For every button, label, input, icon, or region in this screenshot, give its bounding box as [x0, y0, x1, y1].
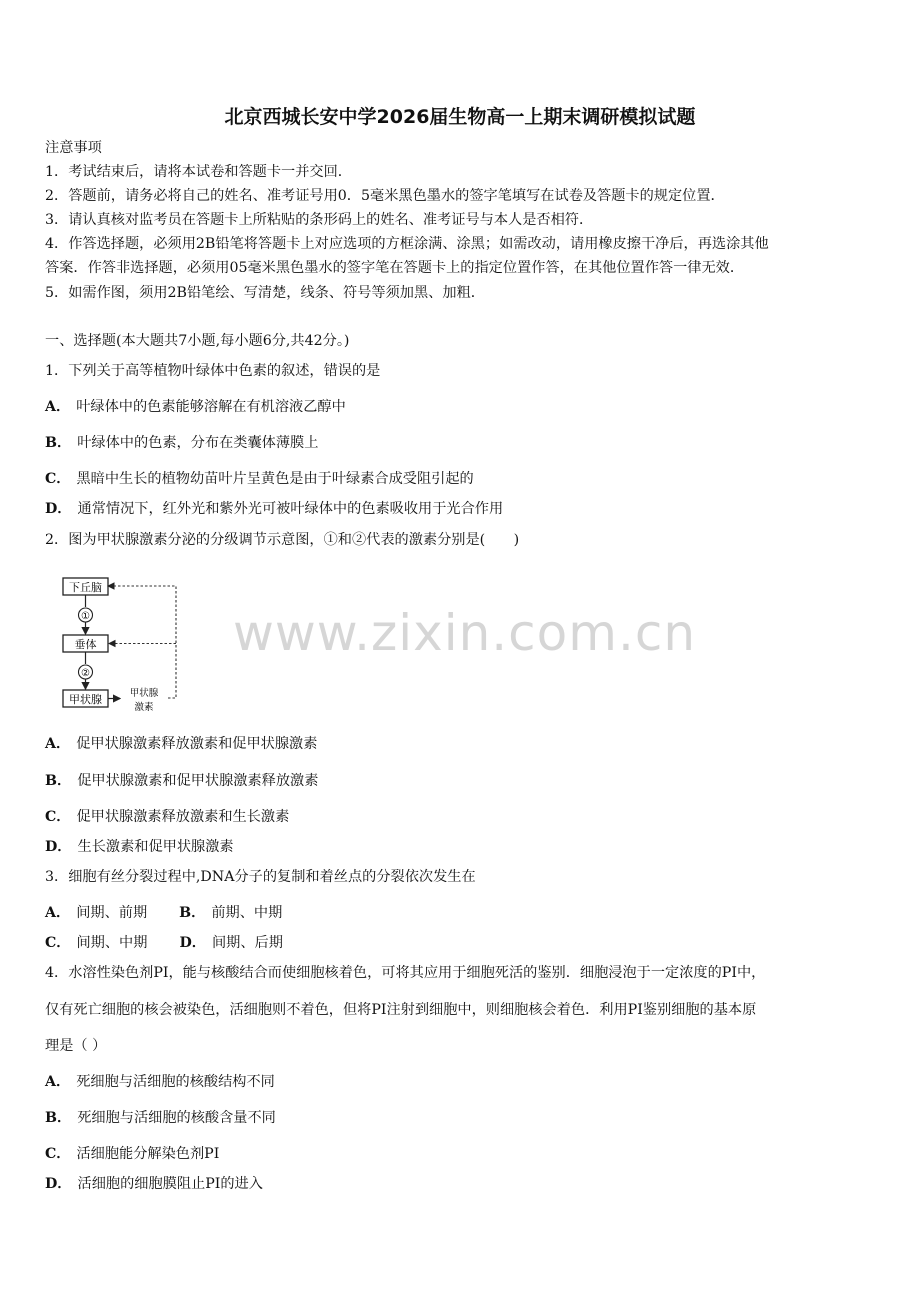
q4-option-a: [45, 1072, 275, 1092]
option-label: A．: [45, 399, 71, 415]
thyroid-label: 甲状腺: [69, 693, 102, 706]
q4-option-b: [45, 1108, 276, 1128]
q2-option-d: [45, 837, 234, 857]
watermark: www.zixin.com.cn: [233, 604, 697, 662]
q1-option-a: [45, 397, 346, 417]
option-text: 前期、中期: [211, 905, 283, 921]
option-label: A．: [45, 905, 71, 921]
notice-item: 1．考试结束后，请将本试卷和答题卡一并交回．: [45, 164, 352, 180]
q4-stem: 4．水溶性染色剂PI，能与核酸结合而使细胞核着色，可将其应用于细胞死活的鉴别．细胞浸泡于一定浓度的PI中，: [45, 965, 766, 981]
option-text: 叶绿体中的色素，分布在类囊体薄膜上: [77, 435, 319, 451]
option-label: B．: [45, 773, 72, 789]
thyroid-hormone-label: 甲状腺: [129, 688, 159, 699]
hormone-1-label: ①: [81, 611, 90, 622]
q1-option-d: [45, 499, 503, 519]
option-text: 生长激素和促甲状腺激素: [77, 839, 234, 855]
option-text: 间期、中期: [76, 935, 148, 951]
q3-options-row-2: [45, 933, 283, 953]
option-label: D．: [179, 935, 206, 951]
option-label: B．: [179, 905, 206, 921]
q4-option-c: [45, 1144, 219, 1164]
q1-option-c: [45, 469, 474, 489]
option-text: 黑暗中生长的植物幼苗叶片呈黄色是由于叶绿素合成受阻引起的: [76, 471, 474, 487]
thyroid-regulation-diagram: [58, 570, 194, 720]
notice-heading: 注意事项: [45, 140, 102, 156]
hormone-2-label: ②: [81, 668, 90, 679]
option-label: C．: [45, 935, 71, 951]
option-label: D．: [45, 1176, 72, 1192]
option-label: C．: [45, 1146, 71, 1162]
q3-options-row-1: [45, 903, 282, 923]
q2-option-b: [45, 771, 318, 791]
option-text: 死细胞与活细胞的核酸结构不同: [76, 1074, 275, 1090]
option-label: B．: [45, 435, 72, 451]
notice-item: 5．如需作图，须用2B铅笔绘、写清楚，线条、符号等须加黑、加粗．: [45, 285, 485, 301]
option-text: 间期、前期: [76, 905, 148, 921]
q4-stem: 仅有死亡细胞的核会被染色，活细胞则不着色，但将PI注射到细胞中，则细胞核会着色．利用PI鉴别细胞的基本原: [45, 1002, 757, 1018]
q1-stem: 1．下列关于高等植物叶绿体中色素的叙述，错误的是: [45, 363, 381, 379]
option-text: 死细胞与活细胞的核酸含量不同: [77, 1110, 276, 1126]
thyroid-hormone-label: 激素: [134, 702, 154, 713]
q2-option-a: [45, 734, 317, 754]
option-label: C．: [45, 471, 71, 487]
option-text: 通常情况下，红外光和紫外光可被叶绿体中的色素吸收用于光合作用: [77, 501, 504, 517]
option-text: 促甲状腺激素释放激素和生长激素: [76, 809, 290, 825]
notice-item: 答案．作答非选择题，必须用05毫米黑色墨水的签字笔在答题卡上的指定位置作答，在其他位置作答一律无效．: [45, 260, 745, 276]
q4-stem: 理是（ ）: [45, 1038, 107, 1054]
option-text: 间期、后期: [211, 935, 283, 951]
option-label: B．: [45, 1110, 72, 1126]
q4-option-d: [45, 1174, 263, 1194]
option-text: 叶绿体中的色素能够溶解在有机溶液乙醇中: [76, 399, 346, 415]
option-text: 促甲状腺激素和促甲状腺激素释放激素: [77, 773, 319, 789]
q1-option-b: [45, 433, 318, 453]
option-label: A．: [45, 736, 71, 752]
option-label: D．: [45, 839, 72, 855]
option-text: 活细胞的细胞膜阻止PI的进入: [77, 1176, 263, 1192]
section-heading: 一、选择题(本大题共7小题,每小题6分,共42分。): [45, 333, 350, 349]
hypothalamus-label: 下丘脑: [69, 581, 102, 594]
pituitary-label: 垂体: [74, 638, 97, 651]
feedback-arrow-icon: [108, 586, 176, 698]
q2-stem: 2．图为甲状腺激素分泌的分级调节示意图，①和②代表的激素分别是( ): [45, 532, 520, 548]
option-label: D．: [45, 501, 72, 517]
notice-item: 3．请认真核对监考员在答题卡上所粘贴的条形码上的姓名、准考证号与本人是否相符．: [45, 212, 594, 228]
option-text: 活细胞能分解染色剂PI: [76, 1146, 220, 1162]
option-text: 促甲状腺激素释放激素和促甲状腺激素: [76, 736, 318, 752]
option-label: C．: [45, 809, 71, 825]
document-title: 北京西城长安中学2026届生物高一上期末调研模拟试题: [224, 106, 696, 128]
option-label: A．: [45, 1074, 71, 1090]
q2-option-c: [45, 807, 289, 827]
notice-item: 4．作答选择题，必须用2B铅笔将答题卡上对应选项的方框涂满、涂黑；如需改动，请用橡皮擦干净后，再选涂其他: [45, 236, 769, 252]
q3-stem: 3．细胞有丝分裂过程中,DNA分子的复制和着丝点的分裂依次发生在: [45, 869, 476, 885]
notice-item: 2．答题前，请务必将自己的姓名、准考证号用0．5毫米黑色墨水的签字笔填写在试卷及答题卡的规定位置．: [45, 188, 725, 204]
